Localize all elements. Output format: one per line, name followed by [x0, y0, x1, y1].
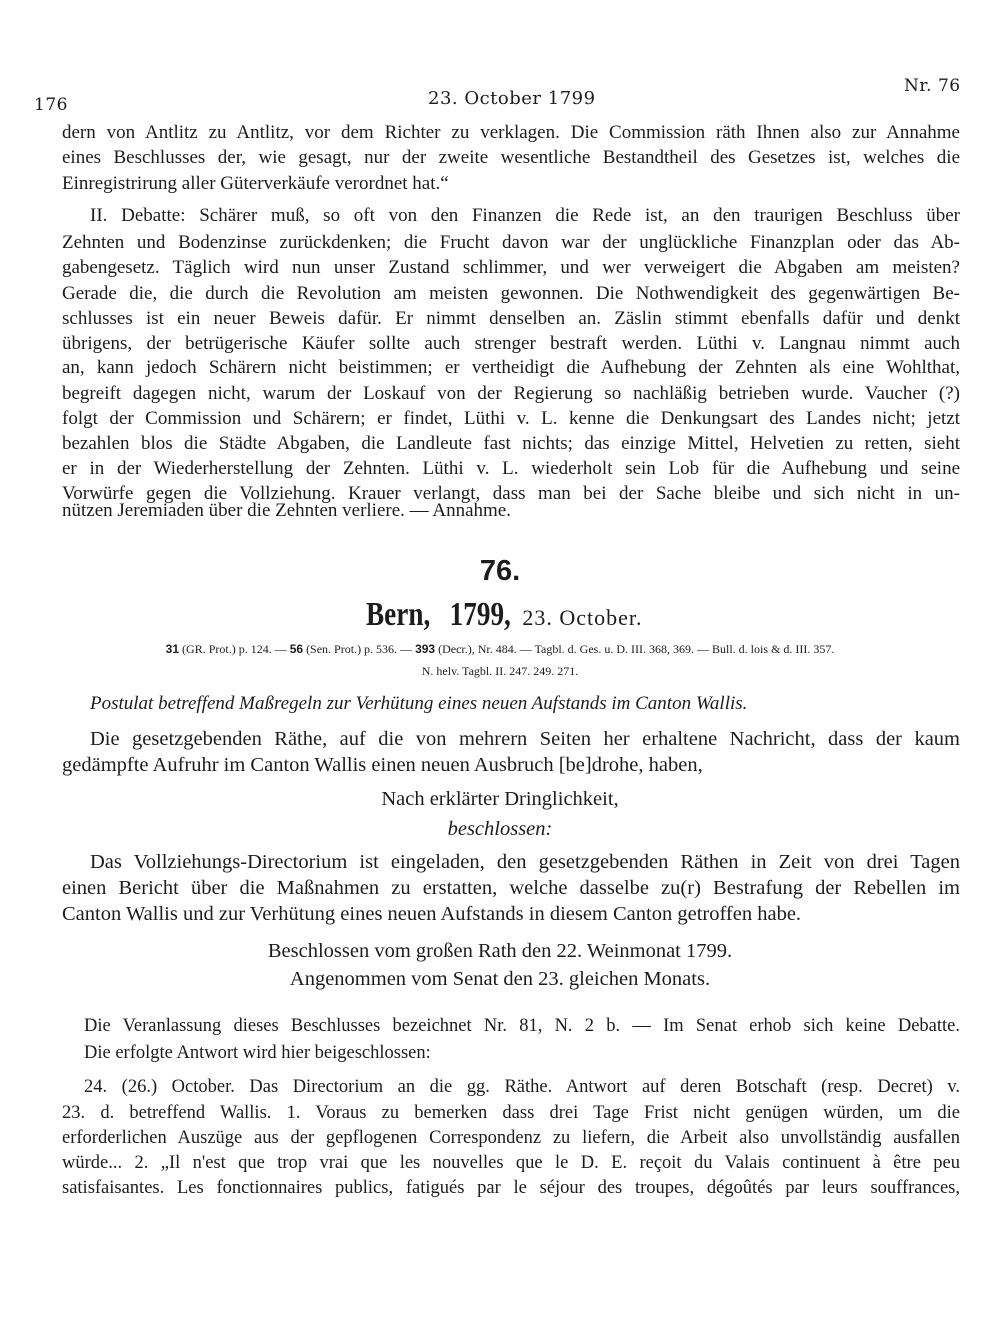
text-line: nützen Jeremiaden über die Zehnten verliere. — Annahme.: [62, 500, 511, 521]
note-line: Die erfolgte Antwort wird hier beigeschlossen:: [84, 1043, 431, 1063]
text-line: Einregistrirung aller Güterverkäufe verordnet hat.“: [62, 173, 449, 194]
source-text: (Sen. Prot.) p. 536. —: [306, 642, 413, 656]
text-line: folgt der Commission und Schärern; er findet, Lüthi v. L. kenne die Denkungsart des Landes nicht; jetzt: [62, 408, 960, 429]
resolved-clause: beschlossen:: [447, 818, 553, 840]
preamble-line: gedämpfte Aufruhr im Canton Wallis einen neuen Ausbruch [be]drohe, haben,: [62, 754, 703, 776]
text-line: schlusses ist ein neuer Beweis dafür. Er nimmt denselben an. Zäslin stimmt ebenfalls dafür und denkt: [62, 308, 960, 329]
body-line: einen Bericht über die Maßnahmen zu erstatten, welche dasselbe zu(r) Bestrafung der Rebellen im: [62, 877, 960, 899]
body-line: Das Vollziehungs-Directorium ist eingeladen, den gesetzgebenden Räthen in Zeit von drei Tagen: [90, 851, 960, 873]
adopted-council: Beschlossen vom großen Rath den 22. Weinmonat 1799.: [267, 940, 733, 962]
title-place: Bern,: [365, 596, 430, 633]
source-text: (Decr.), Nr. 484. — Tagbl. d. Ges. u. D. III. 368, 369. — Bull. d. lois & d. III. 357.: [438, 642, 835, 656]
preamble-line: Die gesetzgebenden Räthe, auf die von mehrern Seiten her erhaltene Nachricht, dass der kaum: [90, 728, 960, 750]
text-line: übrigens, der betrügerische Käufer sollte auch strenger bestraft werden. Lüthi v. Langnau nimmt auch: [62, 333, 960, 354]
source-references-2: N. helv. Tagbl. II. 247. 249. 271.: [421, 664, 579, 678]
body-line: Canton Wallis und zur Verhütung eines neuen Aufstands in diesem Canton getroffen habe.: [62, 903, 802, 925]
text-line: eines Beschlusses der, wie gesagt, nur der zweite wesentliche Bestandtheil des Gesetzes ist, welches die: [62, 147, 960, 168]
source-text: (GR. Prot.) p. 124. —: [182, 642, 287, 656]
note-line: 24. (26.) October. Das Directorium an die gg. Räthe. Antwort auf deren Botschaft (resp. Decret) v.: [84, 1077, 960, 1097]
document-number: 76.: [479, 555, 521, 587]
page-number: 176: [34, 95, 68, 115]
text-line: Vorwürfe gegen die Vollziehung. Krauer verlangt, dass man bei der Sache bleibe und sich nicht in un-: [62, 483, 960, 504]
note-line: satisfaisantes. Les fonctionnaires publics, fatigués par le séjour des troupes, dégoûtés par leurs souffrances,: [62, 1178, 960, 1198]
document-subject: Postulat betreffend Maßregeln zur Verhütung eines neuen Aufstands im Canton Wallis.: [90, 693, 748, 714]
urgency-clause: Nach erklärter Dringlichkeit,: [381, 788, 619, 810]
source-references: [0, 642, 1000, 657]
text-line: an, kann jedoch Schärern nicht beistimmen; er vertheidigt die Aufhebung der Zehnten als eine Wohlthat,: [62, 357, 960, 378]
note-line: erforderlichen Auszüge aus der gepflogenen Correspondenz zu liefern, die Arbeit also unvollständig ausfallen: [62, 1128, 960, 1148]
source-num: 56: [289, 642, 304, 656]
text-line: er in der Wiederherstellung der Zehnten. Lüthi v. L. wiederholt sein Lob für die Aufhebung und seine: [62, 458, 960, 479]
text-line: dern von Antlitz zu Antlitz, vor dem Richter zu verklagen. Die Commission räth Ihnen also zur Annahme: [62, 122, 960, 143]
title-year: 1799,: [449, 596, 511, 633]
text-line: Gerade die, die durch die Revolution am meisten gewonnen. Die Nothwendigkeit des gegenwärtigen Be-: [62, 283, 960, 304]
text-line: bezahlen blos die Städte Abgaben, die Landleute fast nichts; das einzige Mittel, Helvetien zu retten, sieht: [62, 433, 960, 454]
note-line: würde... 2. „Il n'est que trop vrai que les nouvelles que le D. E. reçoit du Valais continuent à être peu: [62, 1153, 960, 1173]
title-date: 23. October.: [522, 605, 643, 630]
source-num: 31: [165, 642, 180, 656]
running-head-date: 23. October 1799: [428, 88, 596, 109]
note-line: Die Veranlassung dieses Beschlusses bezeichnet Nr. 81, N. 2 b. — Im Senat erhob sich keine Debatte.: [84, 1016, 960, 1036]
text-line: II. Debatte: Schärer muß, so oft von den Finanzen die Rede ist, an den traurigen Beschluss über: [90, 205, 960, 226]
text-line: begreift dagegen nicht, warum der Loskauf von der Regierung so nachläßig betrieben wurde. Vaucher (?): [62, 383, 960, 404]
note-line: 23. d. betreffend Wallis. 1. Voraus zu bemerken dass drei Tage Frist nicht genügen würden, um die: [62, 1103, 960, 1123]
text-line: gabengesetz. Täglich wird nun unser Zustand schlimmer, und wer verweigert die Abgaben am meisten?: [62, 257, 960, 278]
adopted-senate: Angenommen vom Senat den 23. gleichen Monats.: [289, 968, 711, 990]
text-line: Zehnten und Bodenzinse zurückdenken; die Frucht davon war der unglückliche Finanzplan oder das Ab-: [62, 232, 960, 253]
running-head-number: Nr. 76: [904, 76, 961, 96]
document-title: [0, 596, 1000, 634]
source-num: 393: [415, 642, 436, 656]
